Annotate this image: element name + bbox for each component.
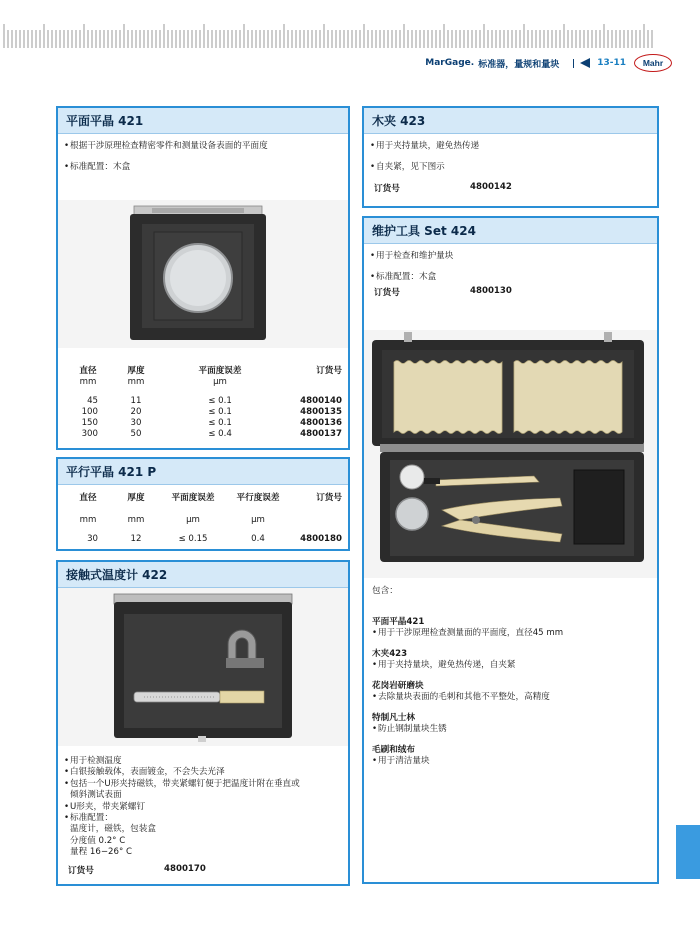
bullet-list [364,134,657,174]
table-row: 300 50 ≤ 0.4 4800137 [81,429,342,439]
unit-label: µm [186,515,200,525]
order-label: 订货号 [374,288,400,298]
bullet-continuation: 分度值 0.2° C [70,835,126,846]
bullet-item: • 用于检测温度 [64,756,122,766]
bullet-list [364,244,657,284]
panel-contact-thermometer-422 [56,560,350,886]
col-order-no: 订货号 [316,492,342,503]
col-diameter: 直径 [79,493,97,503]
bullet-continuation: 温度计，磁铁，包装盒 [70,824,156,835]
list-item: 特制凡士林 • 防止钢制量块生锈 [372,713,447,734]
panel-parallel-flat-421p [56,457,350,551]
panel-optical-flat-421 [56,106,350,450]
header-brand: MarGage. [425,58,475,68]
bullet-continuation: 倾斜测试表面 [70,790,122,801]
mahr-logo: Mahr [634,54,672,72]
panel-title: 平行平晶 421 P [58,459,348,485]
bullet-item: • 标准配置： [64,813,113,824]
list-item: 木夹423 • 用于夹持量块，避免热传递，自夹紧 [372,649,516,670]
bullet-item: • 用于夹持量块，避免热传递 [370,141,480,151]
table-row: 45 11 ≤ 0.1 4800140 [87,396,342,406]
list-item: 毛刷和绒布 • 用于清洁量块 [372,745,430,766]
order-label: 订货号 [374,184,400,194]
table-row: 150 30 ≤ 0.1 4800136 [81,418,342,428]
panel-maintenance-set-424 [362,216,659,884]
unit-label: mm [79,515,97,525]
panel-title: 维护工具 Set 424 [364,218,657,244]
chapter-tab [676,825,700,879]
bullet-continuation: 量程 16−26° C [70,847,133,858]
panel-wooden-holder-423 [362,106,659,208]
product-photo-thermometer-box [58,588,348,746]
col-diameter: 直径 [79,366,97,376]
page-number: 13-11 [597,58,626,68]
bullet-item: • 包括一个U形夹持磁铁，带夹紧螺钉便于把温度计附在垂直或 [64,778,300,789]
bullet-item: • 根据干涉原理检查精密零件和测量设备表面的平面度 [64,141,268,151]
order-line [364,182,657,194]
table-row: 30 12 ≤ 0.15 0.4 4800180 [87,534,342,544]
col-parallelism: 平行度误差 [236,492,280,503]
unit-label: µm [251,515,265,525]
list-item: 花岗岩研磨块 • 去除量块表面的毛刺和其他不平整处，高精度 [372,681,550,702]
spec-table-421p [58,485,348,545]
unit-label: mm [127,377,145,387]
col-thickness: 厚度 [127,492,145,503]
col-flatness: 平面度误差 [198,366,242,376]
bullet-item: • 白银接触载体，表面镀金，不会失去光泽 [64,767,225,778]
col-flatness: 平面度误差 [171,492,215,503]
unit-label: µm [213,377,227,387]
table-row: 100 20 ≤ 0.1 4800135 [81,407,342,417]
order-line [364,286,657,298]
contents-list [372,586,652,767]
panel-title: 木夹 423 [364,108,657,134]
bullet-item: • U形夹，带夹紧螺钉 [64,801,146,812]
bullet-list [58,756,306,859]
order-label: 订货号 [68,866,94,876]
unit-label: mm [79,377,97,387]
panel-title: 平面平晶 421 [58,108,348,134]
unit-label: mm [127,515,145,525]
header-title: 标准器，量规和量块 [478,59,560,70]
bullet-item: • 标准配置：木盒 [370,272,437,282]
bullet-item: • 标准配置：木盒 [64,162,131,172]
order-line [58,864,216,876]
ruler-ticks [0,22,660,50]
header-divider [573,59,574,68]
product-photo-flat-in-box [58,200,348,348]
col-thickness: 厚度 [127,366,145,376]
arrow-left-icon [580,58,590,68]
product-photo-maintenance-case [364,330,657,578]
bullet-list [58,134,348,174]
list-item: 平面平晶421 • 用于干涉原理检查测量面的平面度，直径45 mm [372,617,564,638]
page-header [425,54,672,72]
bullet-item: • 用于检查和维护量块 [370,251,454,261]
spec-table-421 [58,366,348,440]
contents-label: 包含： [372,586,398,596]
col-order-no: 订货号 [316,366,342,376]
order-number: 4800170 [164,864,206,874]
order-number: 4800142 [470,182,512,192]
bullet-item: • 自夹紧，见下图示 [370,162,445,172]
panel-title: 接触式温度计 422 [58,562,348,588]
order-number: 4800130 [470,286,512,296]
